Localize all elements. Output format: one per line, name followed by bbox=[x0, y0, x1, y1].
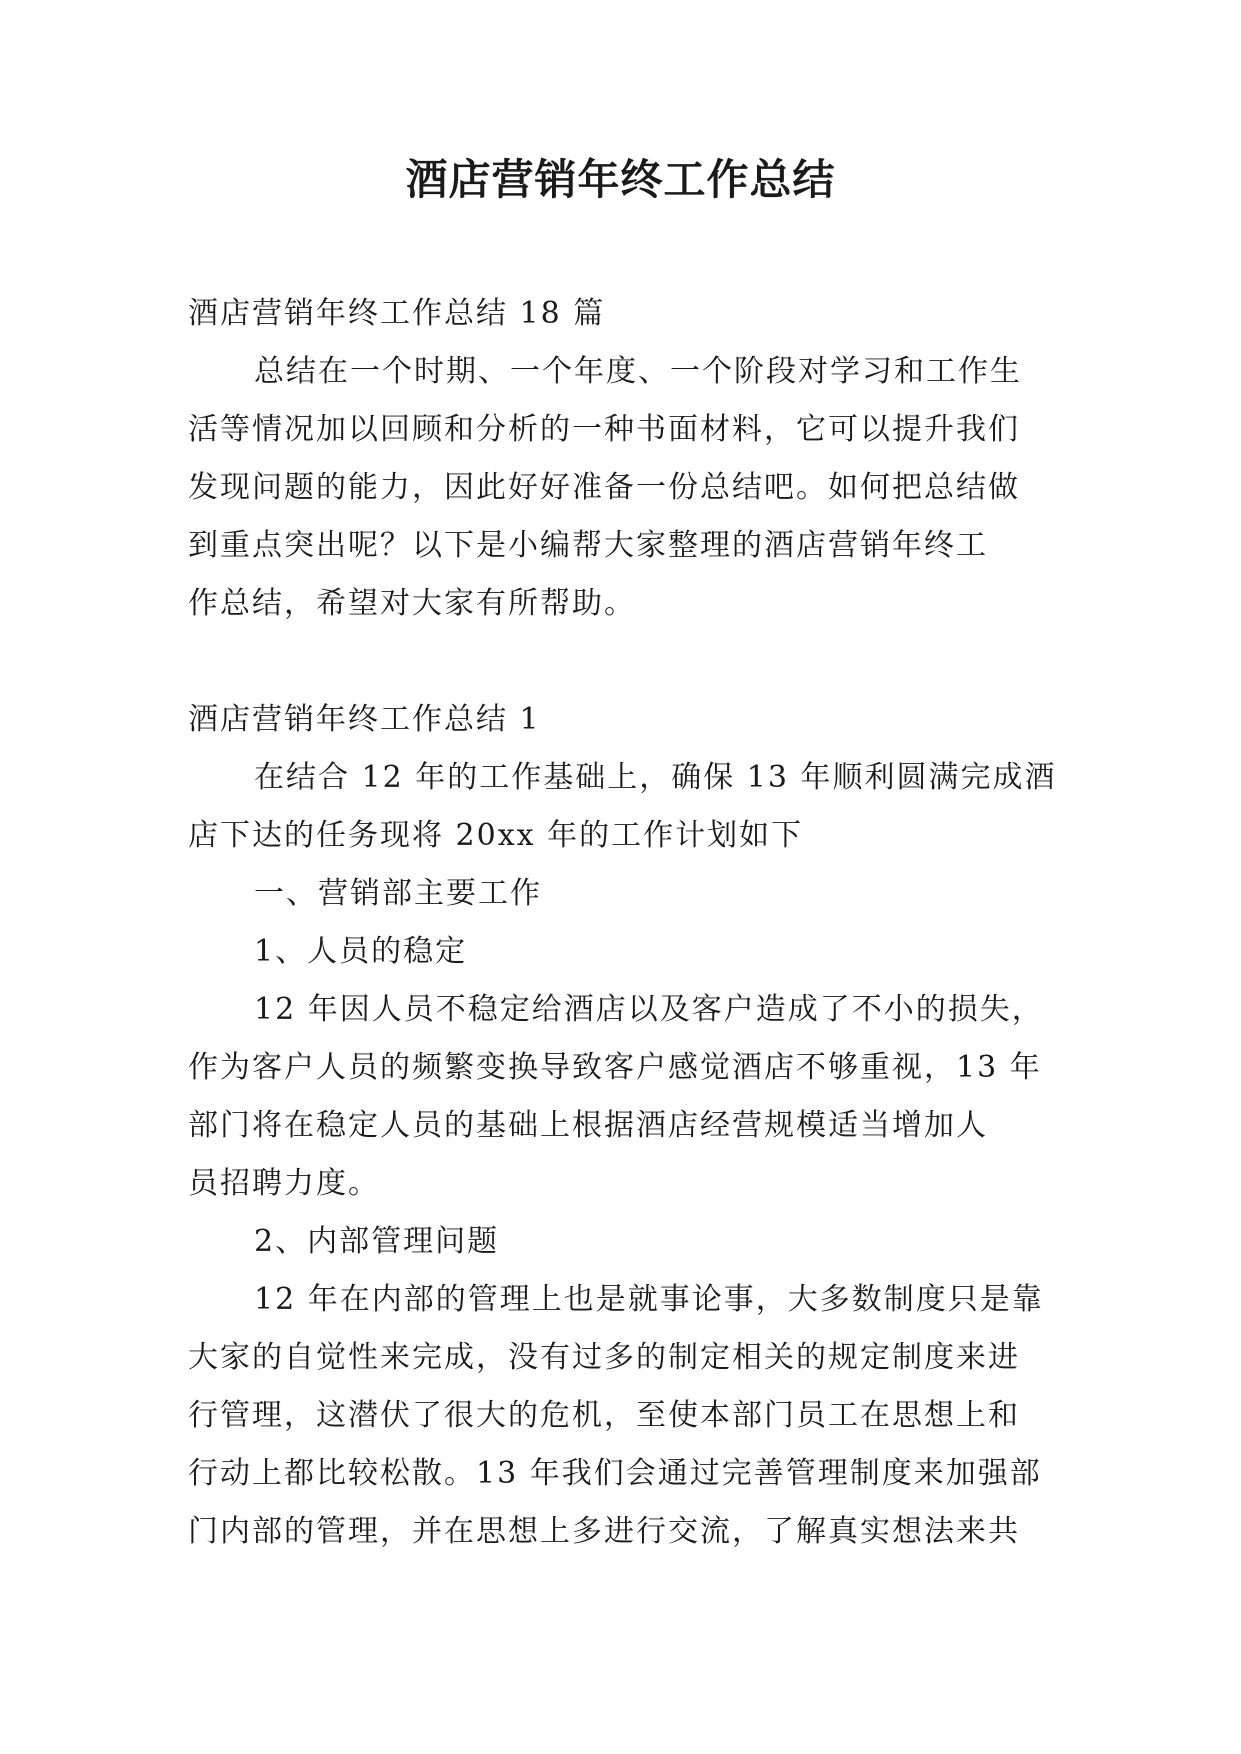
item-paragraph-line: 员招聘力度。 bbox=[188, 1166, 380, 1201]
intro-heading: 酒店营销年终工作总结 18 篇 bbox=[188, 296, 606, 331]
paragraph-gap bbox=[188, 633, 1058, 691]
item-paragraph-line: 12 年在内部的管理上也是就事论事，大多数制度只是靠 bbox=[254, 1282, 1044, 1317]
intro-paragraph-line: 发现问题的能力，因此好好准备一份总结吧。如何把总结做 bbox=[188, 470, 1020, 505]
intro-paragraph-line: 到重点突出呢？以下是小编帮大家整理的酒店营销年终工 bbox=[188, 528, 988, 563]
item-heading: 2、内部管理问题 bbox=[254, 1224, 500, 1259]
section-heading: 酒店营销年终工作总结 1 bbox=[188, 702, 541, 737]
item-paragraph-line: 行动上都比较松散。13 年我们会通过完善管理制度来加强部 bbox=[188, 1456, 1042, 1491]
part-heading: 一、营销部主要工作 bbox=[254, 876, 542, 911]
intro-paragraph-line: 活等情况加以回顾和分析的一种书面材料，它可以提升我们 bbox=[188, 412, 1020, 447]
item-paragraph-line: 部门将在稳定人员的基础上根据酒店经营规模适当增加人 bbox=[188, 1108, 988, 1143]
intro-paragraph-line: 总结在一个时期、一个年度、一个阶段对学习和工作生 bbox=[254, 354, 1022, 389]
item-paragraph-line: 大家的自觉性来完成，没有过多的制定相关的规定制度来进 bbox=[188, 1340, 1020, 1375]
document-title: 酒店营销年终工作总结 bbox=[405, 155, 836, 204]
item-heading: 1、人员的稳定 bbox=[254, 934, 468, 969]
intro-paragraph-line: 作总结，希望对大家有所帮助。 bbox=[188, 586, 636, 621]
item-paragraph-line: 行管理，这潜伏了很大的危机，至使本部门员工在思想上和 bbox=[188, 1398, 1020, 1433]
section-paragraph-line: 在结合 12 年的工作基础上，确保 13 年顺利圆满完成酒 bbox=[254, 760, 1057, 795]
item-paragraph-line: 12 年因人员不稳定给酒店以及客户造成了不小的损失， bbox=[254, 992, 1044, 1027]
document-body bbox=[188, 285, 1058, 1561]
item-paragraph-line: 门内部的管理，并在思想上多进行交流，了解真实想法来共 bbox=[188, 1514, 1020, 1549]
section-paragraph-line: 店下达的任务现将 20xx 年的工作计划如下 bbox=[188, 818, 804, 853]
item-paragraph-line: 作为客户人员的频繁变换导致客户感觉酒店不够重视，13 年 bbox=[188, 1050, 1042, 1085]
